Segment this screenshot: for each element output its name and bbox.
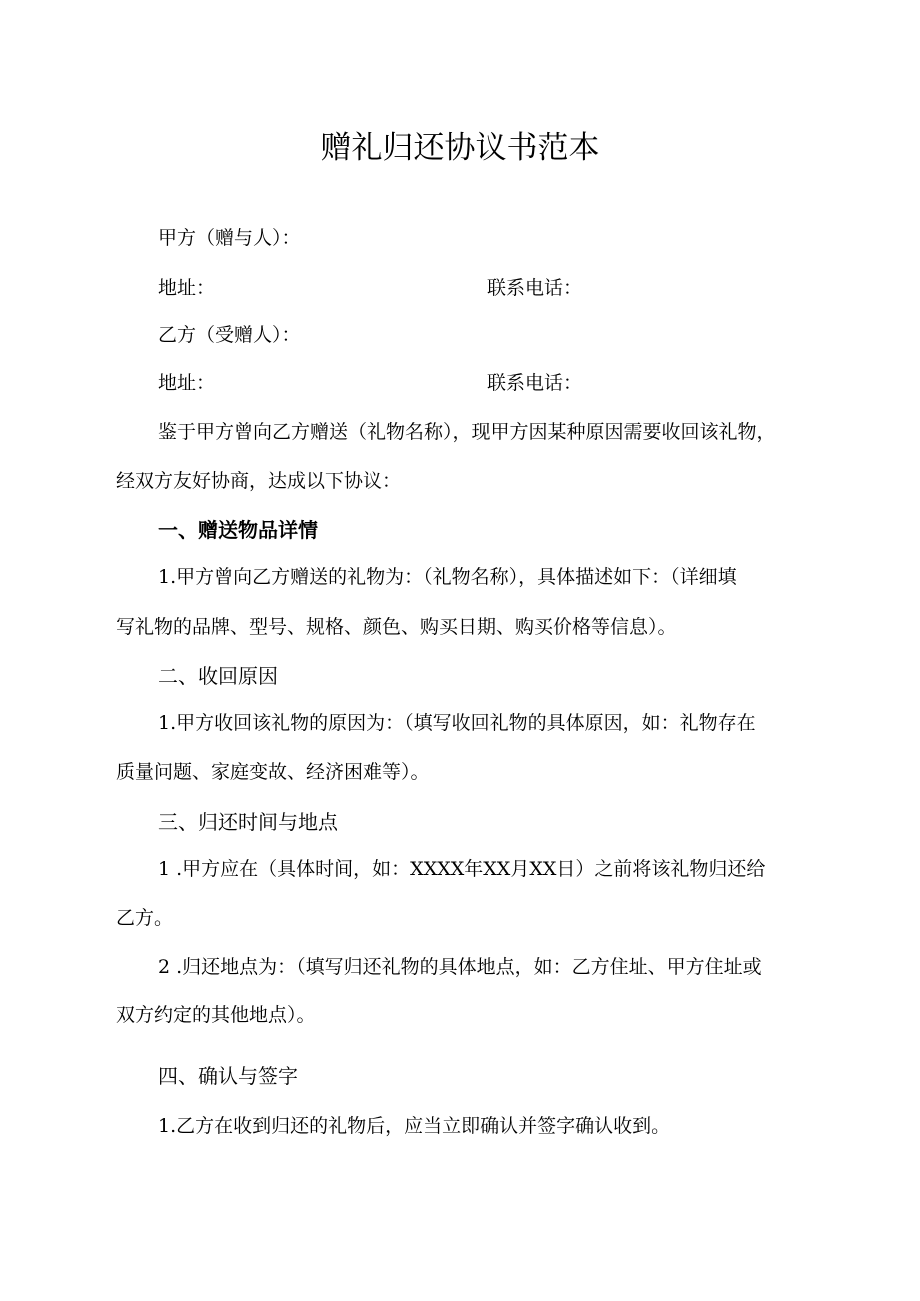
intro-paragraph-line-1: 鉴于甲方曾向乙方赠送（礼物名称），现甲方因某种原因需要收回该礼物，: [158, 421, 776, 443]
party-a-address-label: 地址：: [158, 277, 216, 299]
section-3-line-2: 乙方。: [116, 907, 174, 929]
section-3-line-1: 1 .甲方应在（具体时间，如：XXXX年XX月XX日）之前将该礼物归还给: [158, 858, 766, 880]
section-1-line-1: 1.甲方曾向乙方赠送的礼物为：（礼物名称），具体描述如下：（详细填: [158, 566, 737, 588]
section-heading-confirmation: 四、确认与签字: [158, 1064, 298, 1088]
party-a-phone-label: 联系电话：: [487, 277, 583, 299]
section-heading-reason: 二、收回原因: [158, 664, 278, 688]
section-2-line-1: 1.甲方收回该礼物的原因为：（填写收回礼物的具体原因，如：礼物存在: [158, 712, 756, 734]
section-heading-time-place: 三、归还时间与地点: [158, 810, 338, 834]
section-1-line-2: 写礼物的品牌、型号、规格、颜色、购买日期、购买价格等信息）。: [116, 616, 677, 638]
section-3-line-4: 双方约定的其他地点）。: [116, 1004, 316, 1026]
section-4-line-1: 1.乙方在收到归还的礼物后，应当立即确认并签字确认收到。: [158, 1115, 671, 1137]
party-b-label: 乙方（受赠人）：: [158, 324, 301, 346]
section-heading-gift-details: 一、赠送物品详情: [158, 518, 318, 542]
intro-paragraph-line-2: 经双方友好协商，达成以下协议：: [116, 470, 402, 492]
section-3-line-3: 2 .归还地点为：（填写归还礼物的具体地点，如：乙方住址、甲方住址或: [158, 956, 762, 978]
section-2-line-2: 质量问题、家庭变故、经济困难等）。: [116, 761, 430, 783]
party-b-address-label: 地址：: [158, 372, 216, 394]
party-b-phone-label: 联系电话：: [487, 372, 583, 394]
party-a-label: 甲方（赠与人）：: [158, 227, 301, 249]
document-title: 赠礼归还协议书范本: [320, 130, 600, 166]
